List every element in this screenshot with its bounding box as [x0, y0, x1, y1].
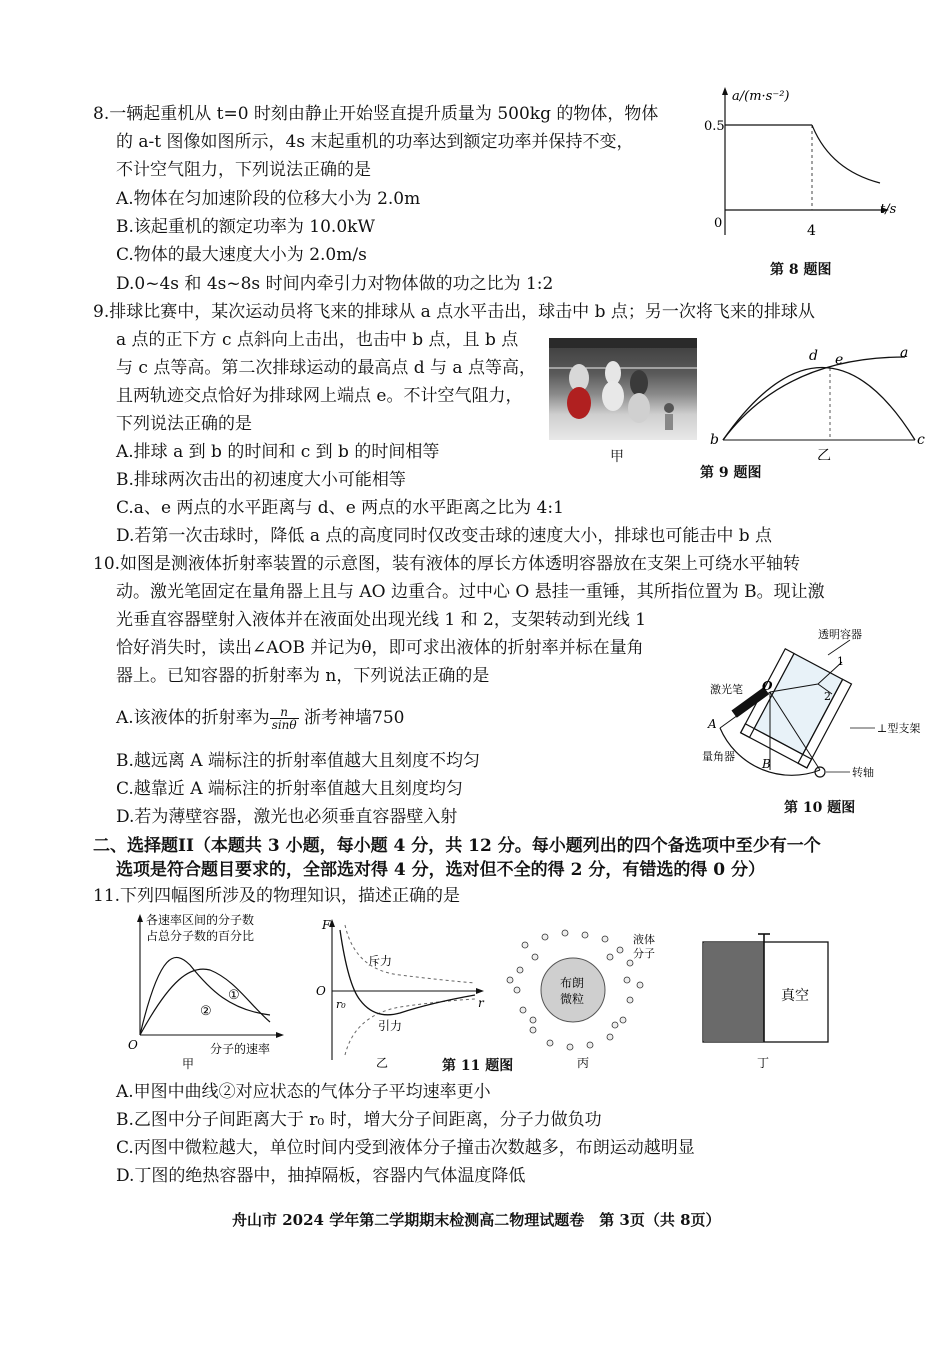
- q11-yi-r0: r₀: [336, 998, 346, 1011]
- q9-point-c: c: [917, 432, 925, 448]
- q11-yi-attraction-curve: [345, 999, 475, 1055]
- q9-player3-body: [628, 393, 650, 423]
- q11-yi-r-arrow: [476, 988, 484, 994]
- q11-bing-brownian: [505, 925, 675, 1070]
- q8-x-tick: 4: [807, 223, 816, 239]
- q9-referee-head: [664, 403, 674, 413]
- q11-jia-curve2-label: ②: [200, 1004, 212, 1019]
- q11-yi-r-label: r: [478, 996, 484, 1010]
- q9-stem-line3: 与 c 点等高。第二次排球运动的最高点 d 与 a 点等高，: [116, 358, 536, 378]
- q10-label-laser: 激光笔: [710, 683, 743, 696]
- q11-ding-vacuum: 真空: [781, 988, 809, 1004]
- q10-option-a-watermark: 浙考神墙750: [298, 708, 405, 728]
- q11-ding-gas: [704, 943, 764, 1041]
- q11-jia-curve1-label: ①: [228, 988, 240, 1003]
- q8-y-tick: 0.5: [704, 119, 725, 134]
- q9-trajectory-diagram: [705, 340, 930, 460]
- q9-point-e: e: [835, 352, 844, 368]
- q10-container-group: [741, 649, 852, 768]
- q8-option-b: B.该起重机的额定功率为 10.0kW: [116, 217, 375, 237]
- q9-option-c: C.a、e 两点的水平距离与 d、e 两点的水平距离之比为 4:1: [116, 498, 564, 518]
- q8-xlabel: t/s: [880, 202, 897, 217]
- q11-jia-origin: O: [128, 1038, 138, 1052]
- q10-pointer-container: [828, 640, 850, 655]
- q10-frac-num: n: [270, 706, 299, 719]
- q11-caption: 第 11 题图: [442, 1058, 514, 1074]
- q10-option-a-text: A.该液体的折射率为: [116, 708, 270, 728]
- q8-origin: 0: [714, 216, 723, 231]
- q9-player1-body: [567, 387, 591, 419]
- q11-option-d: D.丁图的绝热容器中，抽掉隔板，容器内气体温度降低: [116, 1166, 526, 1186]
- q9-player3: [630, 370, 648, 396]
- q8-option-c: C.物体的最大速度大小为 2.0m/s: [116, 245, 367, 265]
- q11-yi-molecular-force: [310, 915, 490, 1070]
- q10-stem-line4: 恰好消失时，读出∠AOB 并记为θ，即可求出液体的折射率并标在量角: [116, 638, 644, 658]
- q10-label-protractor: 量角器: [702, 750, 735, 763]
- section2-header-line1: 二、选择题II（本题共 3 小题，每小题 4 分，共 12 分。每小题列出的四个备选项中至少有一个: [93, 836, 821, 856]
- q10-caption: 第 10 题图: [784, 800, 856, 816]
- q10-point-O: O: [762, 679, 773, 693]
- q10-ray2-label: 2: [824, 690, 831, 703]
- q11-option-b: B.乙图中分子间距离大于 r₀ 时，增大分子间距离，分子力做负功: [116, 1110, 602, 1130]
- q9-option-b: B.排球两次击出的初速度大小可能相等: [116, 470, 406, 490]
- q11-jia-ylabel1: 各速率区间的分子数: [146, 913, 255, 927]
- q10-point-B: B: [762, 757, 771, 771]
- q11-jia-speed-distribution: [120, 910, 290, 1070]
- q10-option-d: D.若为薄壁容器，激光也必须垂直容器壁入射: [116, 807, 458, 827]
- q10-label-bracket: ⊥型支架: [877, 722, 921, 735]
- page-footer: 舟山市 2024 学年第二学期期末检测高二物理试题卷 第 3页（共 8页）: [232, 1211, 721, 1229]
- q8-stem-line3: 不计空气阻力，下列说法正确的是: [116, 160, 371, 180]
- q8-caption: 第 8 题图: [770, 262, 832, 278]
- q8-ylabel: a/(m·s⁻²): [732, 89, 790, 104]
- q8-option-a: A.物体在匀加速阶段的位移大小为 2.0m: [116, 189, 421, 209]
- q9-point-a: a: [900, 345, 909, 361]
- q9-stem-line5: 下列说法正确的是: [116, 414, 252, 434]
- q9-stem-line4: 且两轨迹交点恰好为排球网上端点 e。不计空气阻力，: [116, 386, 523, 406]
- q10-axis-circle: [815, 767, 825, 777]
- q10-ray1-label: 1: [837, 655, 844, 668]
- q8-stem-line1: 8.一辆起重机从 t=0 时刻由静止开始竖直提升质量为 500kg 的物体，物体: [93, 104, 659, 124]
- q10-stem-line5: 器上。已知容器的折射率为 n，下列说法正确的是: [116, 666, 490, 686]
- q10-frac-den: sinθ: [271, 718, 297, 732]
- q11-jia-y-arrow: [137, 914, 143, 922]
- q9-volleyball-photo: [549, 338, 697, 440]
- q10-label-container: 透明容器: [818, 628, 862, 641]
- q11-bing-particle: [541, 958, 605, 1022]
- q9-caption: 第 9 题图: [700, 465, 762, 481]
- q10-stem-line2: 动。激光笔固定在量角器上且与 AO 边重合。过中心 O 悬挂一重锤，其所指位置为 B。现让激: [116, 582, 825, 602]
- q11-yi-repulsion-curve: [345, 925, 475, 983]
- q11-jia-name: 甲: [182, 1057, 195, 1070]
- q9-option-d: D.若第一次击球时，降低 a 点的高度同时仅改变击球的速度大小，排球也可能击中 b 点: [116, 526, 773, 546]
- q9-label-jia: 甲: [610, 449, 624, 465]
- q11-yi-net-curve: [340, 930, 475, 1015]
- q11-yi-F-label: F: [322, 918, 331, 932]
- q11-bing-name: 丙: [577, 1056, 590, 1070]
- q11-bing-molecule-label1: 液体: [633, 933, 655, 946]
- q9-label-yi: 乙: [817, 448, 831, 460]
- q10-label-axis: 转轴: [852, 766, 874, 779]
- q10-refraction-apparatus: [700, 620, 930, 795]
- q11-bing-molecule-label2: 分子: [633, 947, 655, 960]
- q8-option-d: D.0~4s 和 4s~8s 时间内牵引力对物体做的功之比为 1:2: [116, 274, 554, 294]
- q11-yi-name: 乙: [376, 1056, 389, 1070]
- q10-option-b: B.越远离 A 端标注的折射率值越大且刻度不均匀: [116, 751, 480, 771]
- q10-option-c: C.越靠近 A 端标注的折射率值越大且刻度均匀: [116, 779, 463, 799]
- q9-referee-body: [665, 414, 673, 430]
- q10-stem-line3: 光垂直容器壁射入液体并在液面处出现光线 1 和 2，支架转动到光线 1: [116, 610, 647, 630]
- q11-bing-particle-label2: 微粒: [560, 992, 585, 1006]
- q9-point-d: d: [809, 348, 818, 364]
- q11-jia-xlabel: 分子的速率: [210, 1042, 271, 1056]
- q10-point-A: A: [708, 717, 717, 731]
- q9-photo-art: [549, 338, 697, 440]
- q11-yi-origin: O: [316, 984, 326, 998]
- q11-stem: 11.下列四幅图所涉及的物理知识，描述正确的是: [93, 886, 461, 906]
- q10-option-a-fraction: [270, 706, 299, 731]
- section2-header-line2: 选项是符合题目要求的，全部选对得 4 分，选对但不全的得 2 分，有错选的得 0 分）: [116, 860, 765, 880]
- q9-trajectory-ab: [723, 357, 905, 440]
- q9-stem-line2: a 点的正下方 c 点斜向上击出，也击中 b 点，且 b 点: [116, 330, 519, 350]
- q11-bing-particle-label1: 布朗: [560, 976, 585, 990]
- q8-stem-line2: 的 a-t 图像如图所示，4s 末起重机的功率达到额定功率并保持不变，: [116, 132, 634, 152]
- q9-option-a: A.排球 a 到 b 的时间和 c 到 b 的时间相等: [116, 442, 440, 462]
- q9-trajectory-cb: [723, 368, 915, 441]
- q8-at-graph: [700, 85, 910, 245]
- q11-option-a: A.甲图中曲线②对应状态的气体分子平均速率更小: [116, 1082, 491, 1102]
- q11-jia-x-arrow: [276, 1032, 284, 1038]
- q11-ding-name: 丁: [757, 1056, 770, 1070]
- q9-point-b: b: [710, 432, 719, 448]
- q10-stem-line1: 10.如图是测液体折射率装置的示意图，装有液体的厚长方体透明容器放在支架上可绕水平轴转: [93, 554, 801, 574]
- q11-option-c: C.丙图中微粒越大，单位时间内受到液体分子撞击次数越多，布朗运动越明显: [116, 1138, 695, 1158]
- q11-yi-repulsion-label: 斥力: [368, 954, 393, 968]
- q8-y-arrow: [722, 87, 728, 95]
- q11-jia-ylabel2: 占总分子数的百分比: [146, 929, 255, 943]
- q9-stem-line1: 9.排球比赛中，某次运动员将飞来的排球从 a 点水平击出，球击中 b 点；另一次将飞来的排球从: [93, 302, 815, 322]
- q9-player2-body: [602, 381, 624, 411]
- q11-yi-attraction-label: 引力: [378, 1019, 403, 1033]
- q8-decay-curve: [812, 125, 880, 183]
- q11-ding-free-expansion: [695, 930, 845, 1070]
- q11-jia-curve-1: [140, 969, 270, 1035]
- q10-option-a: [116, 706, 405, 731]
